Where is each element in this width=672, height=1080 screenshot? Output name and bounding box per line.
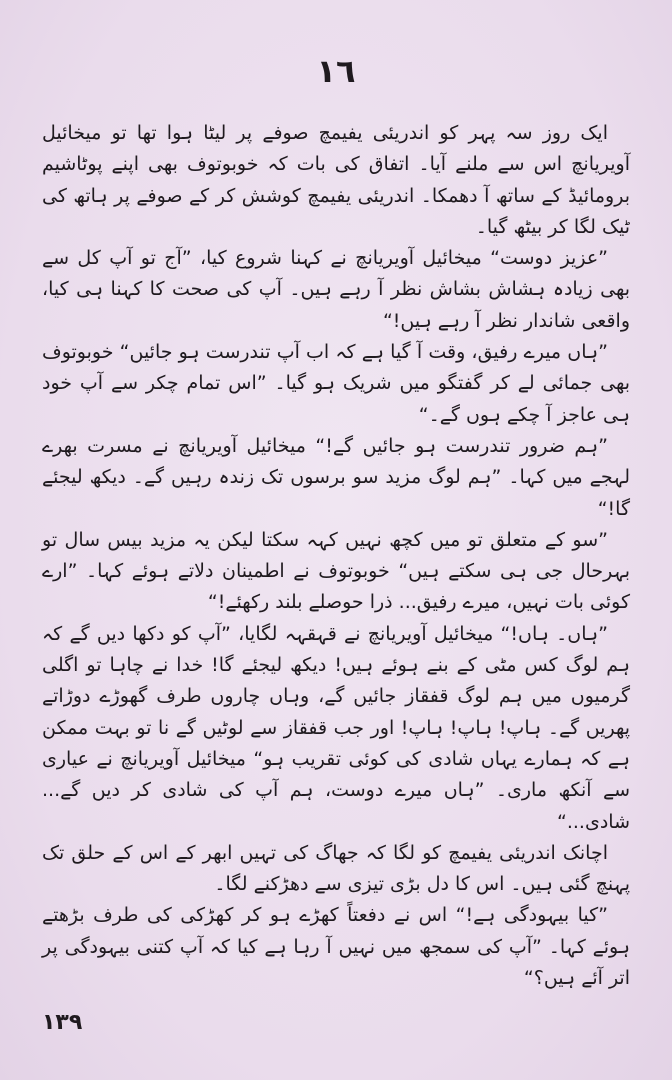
paragraph: ”ہاں۔ ہاں!“ میخائیل آویریانچ نے قہقہہ لگایا، ”آپ کو دکھا دیں گے کہ ہم لوگ کس مٹی کے بنے ہوئے ہیں! دیکھ لیجئے گا! خدا نے چاہا تو اگلی گرمیوں میں ہم لوگ قفقاز جائیں گے، وہاں چاروں طرف گھوڑے دوڑاتے پھریں گے۔ ہاپ! ہاپ! ہاپ! اور جب قفقاز سے لوٹیں گے نا تو بہت ممکن ہے کہ ہمارے یہاں شادی کی کوئی تقریب ہو“ میخائیل آویریانچ نے عیاری سے آنکھ ماری۔ ”ہاں میرے دوست، ہم آپ کی شادی کر دیں گے... شادی...“	[42, 622, 630, 833]
chapter-number: ١٦	[316, 52, 356, 90]
paragraph: ایک روز سہ پہر کو اندریئی یفیمچ صوفے پر لیٹا ہوا تھا تو میخائیل آویریانچ اس سے ملنے آیا۔ اتفاق کی بات کہ خوبوتوف بھی اپنے پوٹاشیم برومائیڈ کے ساتھ آ دھمکا۔ اندریئی یفیمچ کوشش کر کے صوفے پر ہاتھ کی ٹیک لگا کر بیٹھ گیا۔	[42, 122, 630, 238]
paragraph: اچانک اندریئی یفیمچ کو لگا کہ جھاگ کی تہیں ابھر کے اس کے حلق تک پہنچ گئی ہیں۔ اس کا دل بڑی تیزی سے دھڑکنے لگا۔	[42, 841, 630, 896]
paragraph: ”ہاں میرے رفیق، وقت آ گیا ہے کہ اب آپ تندرست ہو جائیں“ خوبوتوف بھی جمائی لے کر گفتگو میں شریک ہو گیا۔ ”اس تمام چکر سے آپ خود ہی عاجز آ چکے ہوں گے۔“	[42, 341, 630, 426]
body-text	[42, 118, 630, 994]
paragraph: ”کیا بیہودگی ہے!“ اس نے دفعتاً کھڑے ہو کر کھڑکی کی طرف بڑھتے ہوئے کہا۔ ”آپ کی سمجھ میں نہیں آ رہا ہے کیا کہ آپ کتنی بیہودگی پر اتر آئے ہیں؟“	[42, 904, 630, 990]
paragraph: ”ہم ضرور تندرست ہو جائیں گے!“ میخائیل آویریانچ نے مسرت بھرے لہجے میں کہا۔ ”ہم لوگ مزید سو برسوں تک زندہ رہیں گے۔ دیکھ لیجئے گا!“	[42, 434, 630, 520]
paragraph: ”سو کے متعلق تو میں کچھ نہیں کہہ سکتا لیکن یہ مزید بیس سال تو بہرحال جی ہی سکتے ہیں“ خوبوتوف نے اطمینان دلاتے ہوئے کہا۔ ”ارے کوئی بات نہیں، میرے رفیق... ذرا حوصلے بلند رکھئے!“	[42, 528, 630, 614]
paragraph: ”عزیز دوست“ میخائیل آویریانچ نے کہنا شروع کیا، ”آج تو آپ کل سے بھی زیادہ ہشاش بشاش نظر آ رہے ہیں۔ آپ کی صحت کا کہنا ہی کیا، واقعی شاندار نظر آ رہے ہیں!“	[42, 247, 630, 332]
page-number: ١٣٩	[42, 1010, 83, 1035]
